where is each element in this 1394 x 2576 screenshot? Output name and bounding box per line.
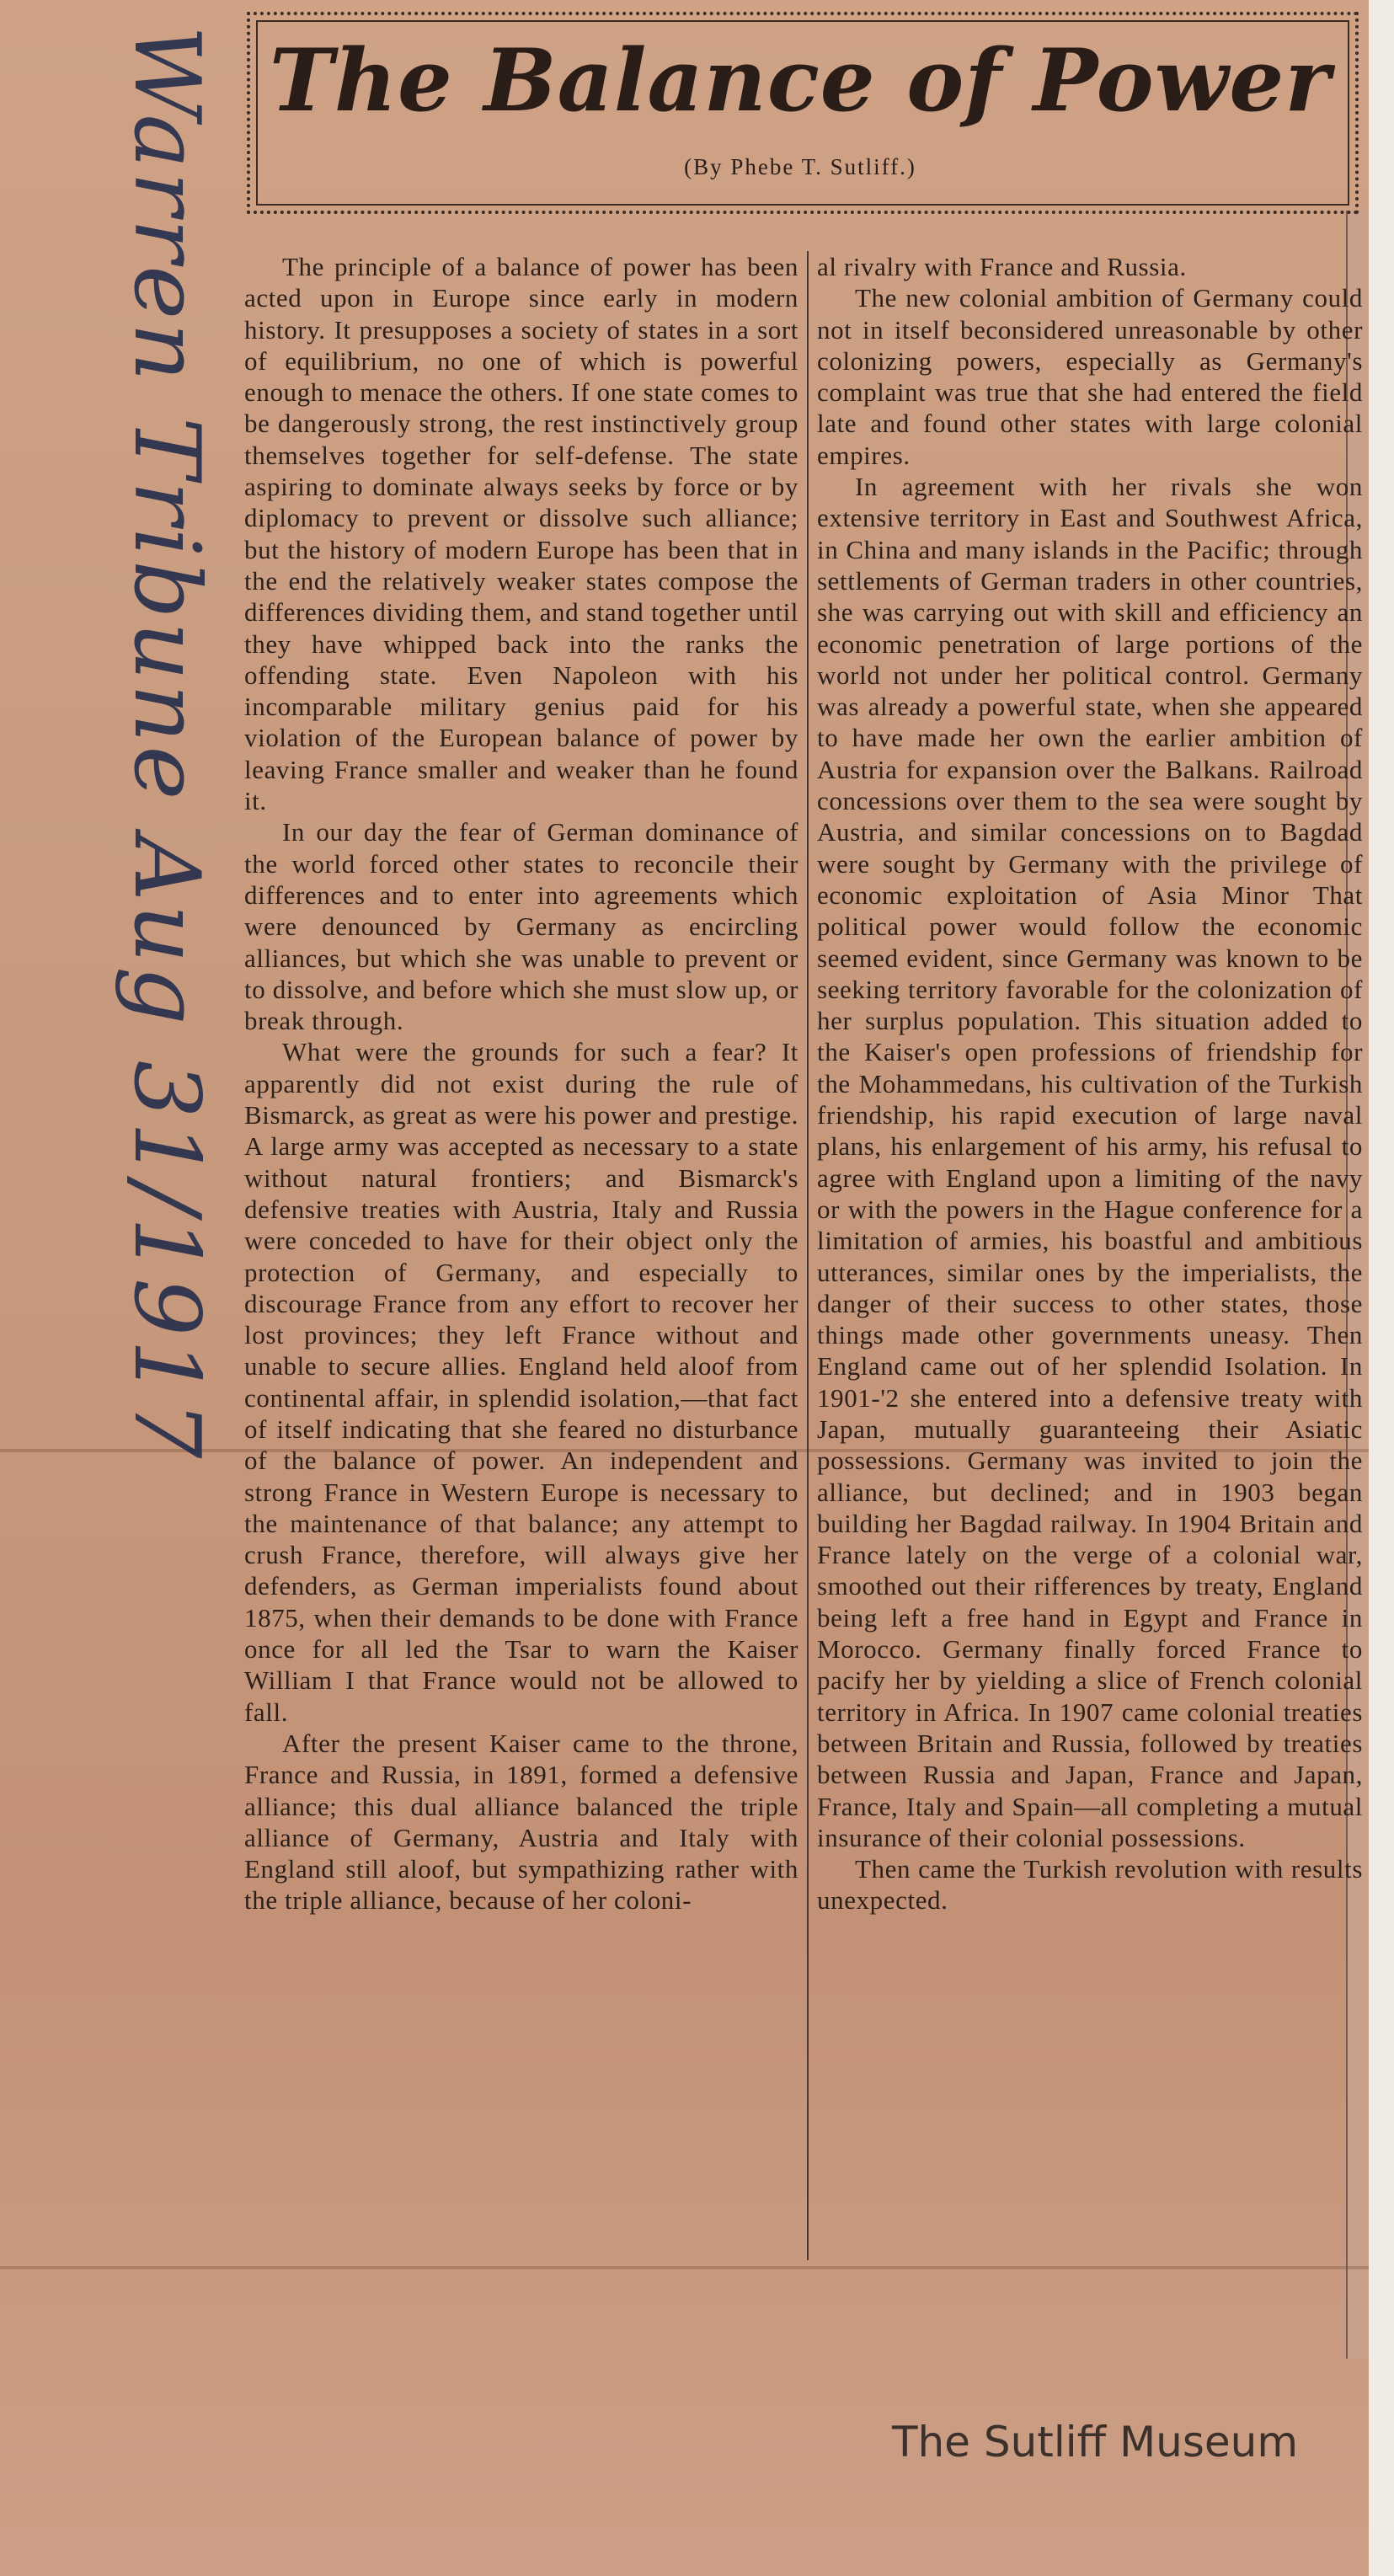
paragraph: What were the grounds for such a fear? It apparently did not exist during the rule of Bismarck, as great as were his power and prestige. A large army was accepted as necessary to a state without natural frontiers; and Bismarck's defensive treaties with Austria, Italy and Russia were conceded to have for their object only the protection of Germany, and especially to discourage France from any effort to recover her lost provinces; they left France without and unable to secure allies. England held aloof from continental affair, in splendid isolation,—that fact of itself indicating that she feared no disturbance of the balance of power. An independent and strong France in Western Europe is necessary to the maintenance of that balance; any attempt to crush France, therefore, will always give her defenders, as German imperialists found about 1875, when their demands to be done with France once for all led the Tsar to warn the Kaiser William I that France would not be allowed to fall. [244,1037,798,1727]
paragraph: In our day the fear of German dominance of the world forced other states to reconcile their differences and to enter into agreements which were denounced by Germany as encircling alliances, but which she was unable to prevent or to dissolve, and before which she must slow up, or break through. [244,817,798,1036]
paragraph: al rivalry with France and Russia. [817,252,1187,281]
paragraph: The principle of a balance of power has been acted upon in Europe since early in modern history. It presupposes a society of states in a sort of equilibrium, no one of which is powerful enough to menace the others. If one state comes to be dangerously strong, the rest instinctively group themselves together for self-defense. The state aspiring to dominate always seeks by force or by diplomacy to prevent or dissolve such alliance; but the history of modern Europe has been that in the end the relatively weaker states compose the differences dividing them, and stand together until they have whipped back into the ranks the offending state. Even Napoleon with his incomparable military genius paid for his violation of the European balance of power by leaving France smaller and weaker than he found it. [244,252,798,816]
fold-line [0,2266,1369,2269]
page-margin [1369,0,1394,2576]
paragraph: The new colonial ambition of Germany could not in itself beconsidered unreasonable by other colonizing powers, especially as Germany's complaint was true that she had entered the field late and found other states with large colonial empires. [817,283,1363,470]
column-divider [807,251,809,2260]
paragraph: After the present Kaiser came to the throne, France and Russia, in 1891, formed a defensive alliance; this dual alliance balanced the triple alliance of Germany, Austria and Italy with England still aloof, but sympathizing rather with the triple alliance, because of her coloni- [244,1728,798,1916]
museum-watermark: The Sutliff Museum [891,2418,1299,2466]
article-column-1 [244,251,798,1916]
paragraph: In agreement with her rivals she won extensive territory in East and Southwest Africa, in China and many islands in the Pacific; through settlements of German traders in other countries, she was carrying out with skill and efficiency an economic penetration of large portions of the world not under her political control. Germany was already a powerful state, when she appeared to have made her own the earlier ambition of Austria for expansion over the Balkans. Railroad concessions over them to the sea were sought by Austria, and similar concessions on to Bagdad were sought by Germany with the privilege of economic exploitation of Asia Minor That political power would follow the economic seemed evident, since Germany was known to be seeking territory favorable for the colonization of her surplus population. This situation added to the Kaiser's open professions of friendship for the Mohammedans, his cultivation of the Turkish friendship, his rapid execution of large naval plans, his enlargement of his army, his refusal to agree with England upon a limiting of the navy or with the powers in the Hague conference for a limitation of armies, his boastful and ambitious utterances, similar ones by the imperialists, the danger of their success to other states, those things made other governments uneasy. Then England came out of her splendid Isolation. In 1901-'2 she entered into a defensive treaty with Japan, mutually guaranteeing their Asiatic possessions. Germany was invited to join the alliance, but declined; and in 1903 began building her Bagdad railway. In 1904 Britain and France lately on the verge of a colonial war, smoothed out their rifferences by treaty, England being left a free hand in Egypt and France in Morocco. Germany finally forced France to pacify her by yielding a slice of French colonial territory in Africa. In 1907 came colonial treaties between Britain and Russia, followed by treaties between Russia and Japan, France and Japan, France, Italy and Spain—all completing a mutual insurance of their colonial possessions. [817,472,1363,1852]
handwritten-annotation: Warren Tribune Aug 31/1917 [114,25,219,1462]
article-column-2 [817,251,1363,1916]
byline: (By Phebe T. Sutliff.) [684,154,916,179]
paragraph: Then came the Turkish revolution with results unexpected. [817,1854,1363,1916]
article-title: The Balance of Power [269,30,1332,131]
